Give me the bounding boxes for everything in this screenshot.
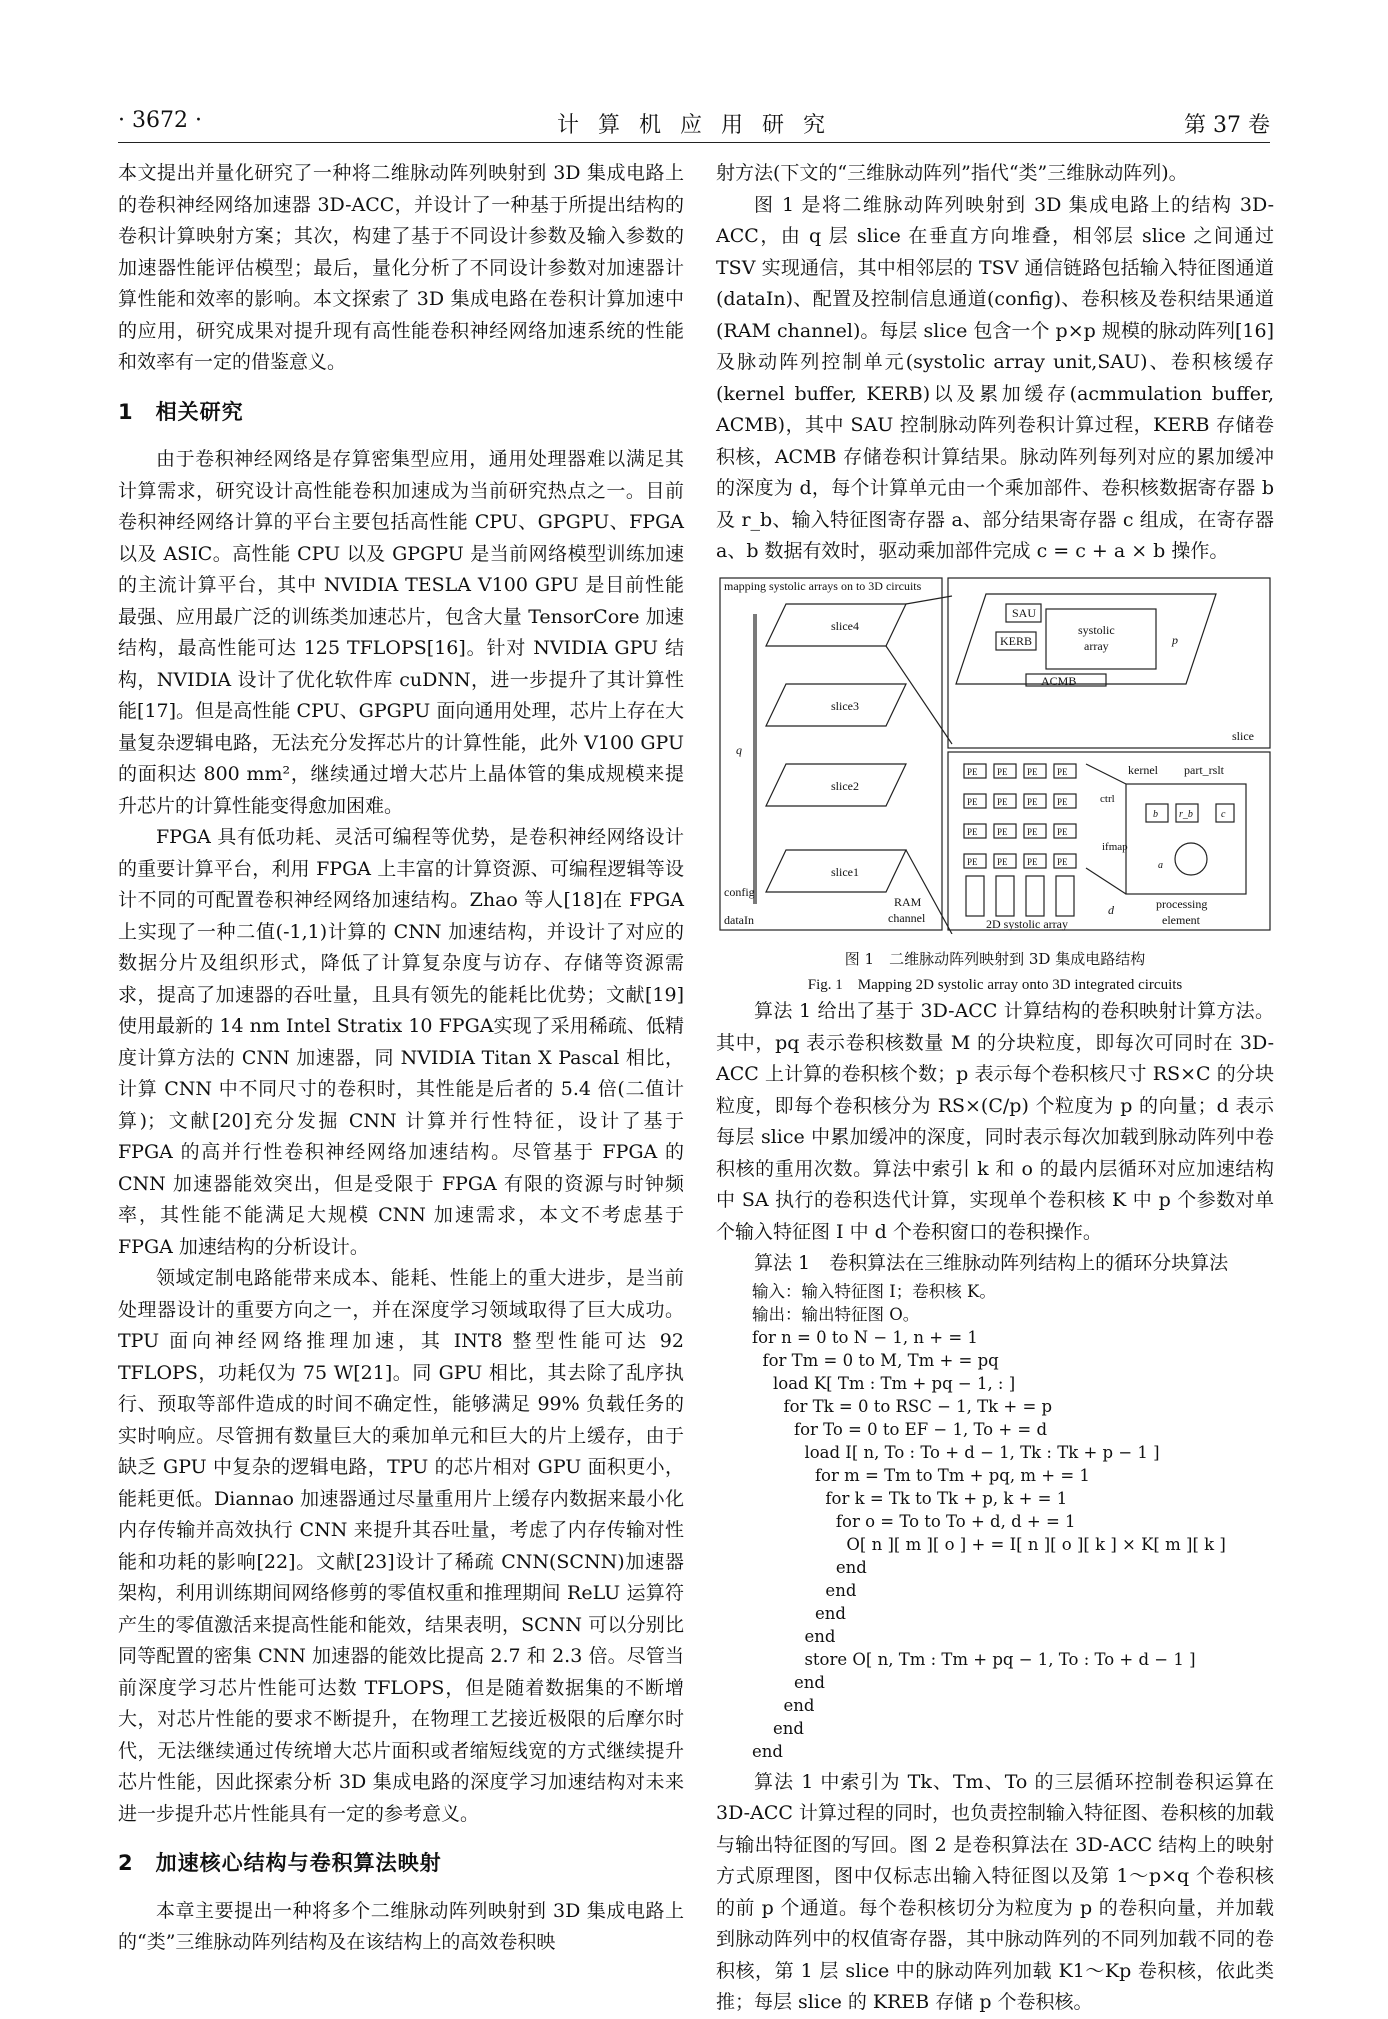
slice-stack	[754, 604, 906, 904]
acmb-label: ACMB	[1041, 673, 1077, 688]
slice-label: slice3	[831, 698, 859, 713]
pe-label: PE	[997, 766, 1008, 777]
systolic-array-caption: 2D systolic array	[986, 916, 1068, 931]
pe-label: PE	[997, 796, 1008, 807]
algorithm-line: for n = 0 to N − 1, n + = 1	[752, 1327, 978, 1347]
algorithm-listing	[716, 1280, 1274, 1763]
paragraph: 算法 1 给出了基于 3D-ACC 计算结构的卷积映射计算方法。其中，pq 表示卷积核数量 M 的分块粒度，即每次可同时在 3D-ACC 上计算的卷积核个数；p 表示每个卷积核尺寸 RS×C 的分块粒度，即每个卷积核分为 RS×(C/p) 个粒度为 p 的向量；d 表示每层 slice 中累加缓冲的深度，同时表示每次加载到脉动阵列中卷积核的重用次数。算法中索引 k 和 o 的最内层循环对应加速结构中 SA 执行的卷积迭代计算，实现单个卷积核 K 中 p 个参数对单个输入特征图 I 中 d 个卷积窗口的卷积操作。	[716, 1000, 1274, 1243]
ifmap-label: ifmap	[1102, 840, 1128, 853]
algorithm-line: load I[ n, To : To + d − 1, Tk : Tk + p − 1 ]	[752, 1442, 1160, 1462]
algorithm-line: 输出：输出特征图 O。	[752, 1304, 920, 1324]
part-rslt-label: part_rslt	[1184, 762, 1224, 777]
processing-label: processing	[1156, 896, 1208, 911]
paragraph: 本章主要提出一种将多个二维脉动阵列映射到 3D 集成电路上的“类”三维脉动阵列结构及在该结构上的高效卷积映	[118, 1899, 684, 1953]
paragraph: 领域定制电路能带来成本、能耗、性能上的重大进步，是当前处理器设计的重要方向之一，并在深度学习领域取得了巨大成功。TPU 面向神经网络推理加速，其 INT8 整型性能可达 92 TFLOPS，功耗仅为 75 W[21]。同 GPU 相比，其去除了乱序执行、预取等部件造成的时间不确定性，能够满足 99% 负载任务的实时响应。尽管拥有数量巨大的乘加单元和巨大的片上缓存，由于缺乏 GPU 中复杂的逻辑电路，TPU 的芯片相对 GPU 面积更小，能耗更低。Diannao 加速器通过尽量重用片上缓存内数据来最小化内存传输并高效执行 CNN 来提升其吞吐量，考虑了内存传输对性能和功耗的影响[22]。文献[23]设计了稀疏 CNN(SCNN)加速器架构，利用训练期间网络修剪的零值权重和推理期间 ReLU 运算符产生的零值激活来提高性能和能效，结果表明，SCNN 可以分别比同等配置的密集 CNN 加速器的能效比提高 2.7 和 2.3 倍。尽管当前深度学习芯片性能可达数 TFLOPS，但是随着数据集的不断增大，对芯片性能的要求不断提升，在物理工艺接近极限的后摩尔时代，无法继续通过传统增大芯片面积或者缩短线宽的方式继续提升芯片性能，因此探索分析 3D 集成电路的深度学习加速结构对未来进一步提升芯片性能具有一定的参考意义。	[118, 1267, 684, 1825]
pe-label: PE	[1057, 856, 1068, 867]
pe-label: PE	[967, 766, 978, 777]
intro-paragraph: 本文提出并量化研究了一种将二维脉动阵列映射到 3D 集成电路上的卷积神经网络加速器 3D-ACC，并设计了一种基于所提出结构的卷积计算映射方案；其次，构建了基于不同设计参数及输入参数的加速器性能评估模型；最后，量化分析了不同设计参数对加速器计算性能和效率的影响。本文探索了 3D 集成电路在卷积计算加速中的应用，研究成果对提升现有高性能卷积神经网络加速系统的性能和效率有一定的借鉴意义。	[118, 162, 684, 373]
algorithm-line: for k = Tk to Tk + p, k + = 1	[752, 1488, 1068, 1508]
algorithm-line: load K[ Tm : Tm + pq − 1, : ]	[752, 1373, 1016, 1393]
continued-paragraph: 射方法(下文的“三维脉动阵列”指代“类”三维脉动阵列)。	[716, 162, 1188, 184]
systolic-label: systolic	[1078, 622, 1115, 637]
algorithm-line: end	[752, 1695, 815, 1715]
pe-label: PE	[997, 826, 1008, 837]
paragraph: 图 1 是将二维脉动阵列映射到 3D 集成电路上的结构 3D-ACC，由 q 层 slice 在垂直方向堆叠，相邻层 slice 之间通过 TSV 实现通信，其中相邻层的 TSV 通信链路包括输入特征图通道(dataIn)、配置及控制信息通道(config)、卷积核及卷积结果通道(RAM channel)。每层 slice 包含一个 p×p 规模的脉动阵列[16]及脉动阵列控制单元(systolic array unit,SAU)、卷积核缓存(kernel buffer, KERB)以及累加缓存(acmmulation buffer, ACMB)，其中 SAU 控制脉动阵列卷积计算过程，KERB 存储卷积核，ACMB 存储卷积计算结果。脉动阵列每列对应的累加缓冲的深度为 d，每个计算单元由一个乘加部件、卷积核数据寄存器 b 及 r_b、输入特征图寄存器 a、部分结果寄存器 c 组成，在寄存器 a、b 数据有效时，驱动乘加部件完成 c = c + a × b 操作。	[716, 193, 1274, 562]
paragraph: FPGA 具有低功耗、灵活可编程等优势，是卷积神经网络设计的重要计算平台，利用 FPGA 上丰富的计算资源、可编程逻辑等设计不同的可配置卷积神经网络加速结构。Zhao 等人[18]在 FPGA 上实现了一种二值(-1,1)计算的 CNN 加速结构，并设计了对应的数据分片及组织形式，降低了计算复杂度与访存、存储等资源需求，提高了加速器的吞吐量，且具有领先的能耗比优势；文献[19]使用最新的 14 nm Intel Stratix 10 FPGA实现了采用稀疏、低精度计算方法的 CNN 加速器，同 NVIDIA Titan X Pascal 相比，计算 CNN 中不同尺寸的卷积时，其性能是后者的 5.4 倍(二值计算)；文献[20]充分发掘 CNN 计算并行性特征，设计了基于 FPGA 的高并行性卷积神经网络加速结构。尽管基于 FPGA 的 CNN 加速器能效突出，但是受限于 FPGA 有限的资源与时钟频率，其性能不能满足大规模 CNN 加速需求，本文不考虑基于 FPGA 加速结构的分析设计。	[118, 826, 684, 1258]
algorithm-title: 算法 1 卷积算法在三维脉动阵列结构上的循环分块算法	[754, 1252, 1229, 1274]
kernel-label: kernel	[1128, 762, 1158, 777]
pe-label: PE	[1027, 826, 1038, 837]
paragraph: 算法 1 中索引为 Tk、Tm、To 的三层循环控制卷积运算在 3D-ACC 计算过程的同时，也负责控制输入特征图、卷积核的加载与输出特征图的写回。图 2 是卷积算法在 3D-ACC 结构上的映射方式原理图，图中仅标志出输入特征图以及第 1～p×q 个卷积核的前 p 个通道。每个卷积核切分为粒度为 p 的卷积向量，并加载到脉动阵列中的权值寄存器，其中脉动阵列的不同列加载不同的卷积核，第 1 层 slice 中的脉动阵列加载 K1～Kp 卷积核，依此类推；每层 slice 的 KREB 存储 p 个卷积核。	[716, 1770, 1274, 2013]
algorithm-line: end	[752, 1672, 825, 1692]
algorithm-line: for To = 0 to EF − 1, To + = d	[752, 1419, 1048, 1439]
channel-label: channel	[888, 910, 926, 925]
pe-grid	[964, 764, 1076, 916]
slice-word: slice	[1232, 728, 1254, 743]
pe-label: PE	[967, 826, 978, 837]
section-1-heading: 1 相关研究	[118, 399, 244, 424]
kerb-label: KERB	[1000, 633, 1033, 648]
slice-label: slice2	[831, 778, 859, 793]
reg-a-label: a	[1158, 859, 1163, 871]
journal-name: 计 算 机 应 用 研 究	[557, 113, 831, 138]
figure-caption-cn: 图 1 二维脉动阵列映射到 3D 集成电路结构	[844, 950, 1146, 968]
pe-label: PE	[997, 856, 1008, 867]
slice-detail-panel	[948, 578, 1270, 748]
pe-label: PE	[1027, 796, 1038, 807]
figure-title: mapping systolic arrays on to 3D circuits	[724, 578, 922, 593]
algorithm-line: for m = Tm to Tm + pq, m + = 1	[752, 1465, 1090, 1485]
header-rule	[118, 142, 1270, 143]
figure-caption-en: Fig. 1 Mapping 2D systolic array onto 3D integrated circuits	[807, 977, 1183, 993]
algorithm-line: end	[752, 1580, 857, 1600]
reg-rb-label: r_b	[1179, 808, 1193, 820]
ctrl-label: ctrl	[1100, 792, 1115, 805]
datain-label: dataIn	[724, 912, 754, 927]
section-2-heading: 2 加速核心结构与卷积算法映射	[118, 1851, 442, 1875]
slice-label: slice1	[831, 864, 859, 879]
page-number: · 3672 ·	[118, 108, 202, 133]
algorithm-line: for o = To to To + d, d + = 1	[752, 1511, 1076, 1531]
algorithm-line: end	[752, 1718, 804, 1738]
d-label: d	[1108, 902, 1114, 917]
reg-c-label: c	[1221, 808, 1226, 820]
q-label: q	[736, 742, 742, 757]
running-header	[118, 108, 1270, 142]
config-label: config	[724, 884, 755, 899]
pe-label: PE	[1027, 856, 1038, 867]
algorithm-line: end	[752, 1557, 867, 1577]
algorithm-line: end	[752, 1626, 836, 1646]
algorithm-line: O[ n ][ m ][ o ] + = I[ n ][ o ][ k ] × K[ m ][ k ]	[752, 1534, 1226, 1554]
pe-label: PE	[967, 856, 978, 867]
processing-element-box	[1126, 784, 1246, 894]
algorithm-line: end	[752, 1603, 846, 1623]
pe-label: PE	[967, 796, 978, 807]
algorithm-line: end	[752, 1741, 783, 1761]
volume-label: 第 37 卷	[1184, 113, 1270, 138]
paragraph: 由于卷积神经网络是存算密集型应用，通用处理器难以满足其计算需求，研究设计高性能卷积加速成为当前研究热点之一。目前卷积神经网络计算的平台主要包括高性能 CPU、GPGPU、FPGA 以及 ASIC。高性能 CPU 以及 GPGPU 是当前网络模型训练加速的主流计算平台，其中 NVIDIA TESLA V100 GPU 是目前性能最强、应用最广泛的训练类加速芯片，包含大量 TensorCore 加速结构，最高性能可达 125 TFLOPS[16]。针对 NVIDIA GPU 结构，NVIDIA 设计了优化软件库 cuDNN，进一步提升了其计算性能[17]。但是高性能 CPU、GPGPU 面向通用处理，芯片上存在大量复杂逻辑电路，无法充分发挥芯片的计算性能，此外 V100 GPU 的面积达 800 mm²，继续通过增大芯片上晶体管的集成规模来提升芯片的计算性能变得愈加困难。	[118, 448, 684, 817]
algorithm-line: 输入：输入特征图 I；卷积核 K。	[752, 1281, 996, 1301]
left-column	[118, 158, 684, 1959]
figure-1-diagram	[716, 574, 1274, 934]
right-column	[716, 158, 1274, 2019]
pe-label: PE	[1027, 766, 1038, 777]
p-label: p	[1172, 632, 1178, 647]
pe-label: PE	[1057, 796, 1068, 807]
algorithm-line: for Tm = 0 to M, Tm + = pq	[752, 1350, 999, 1370]
pe-label: PE	[1057, 766, 1068, 777]
element-label: element	[1162, 912, 1200, 927]
algorithm-line: store O[ n, Tm : Tm + pq − 1, To : To + d − 1 ]	[752, 1649, 1196, 1669]
array-label: array	[1084, 638, 1109, 653]
sau-label: SAU	[1012, 605, 1037, 620]
algorithm-line: for Tk = 0 to RSC − 1, Tk + = p	[752, 1396, 1053, 1416]
reg-b-label: b	[1153, 808, 1158, 820]
slice-label: slice4	[831, 618, 859, 633]
ram-label: RAM	[894, 894, 922, 909]
pe-label: PE	[1057, 826, 1068, 837]
